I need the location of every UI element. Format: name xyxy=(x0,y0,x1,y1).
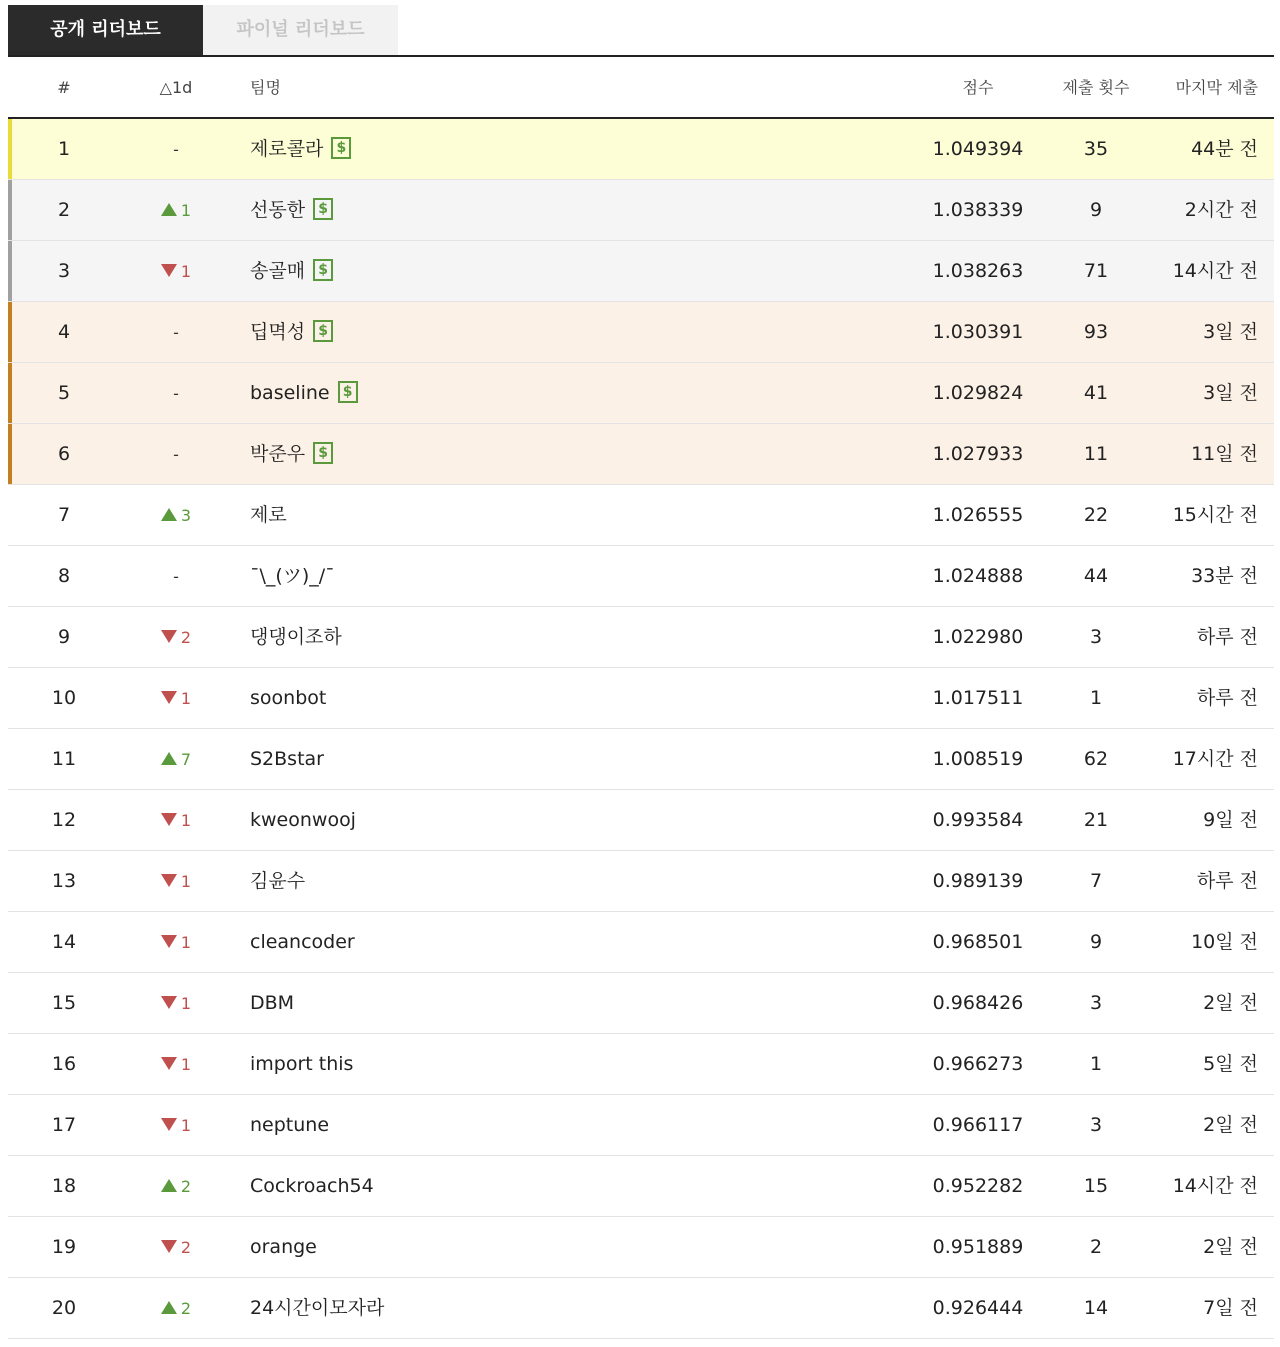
table-body xyxy=(8,119,1274,1339)
rank-cell: 11 xyxy=(51,748,77,770)
table-row[interactable] xyxy=(8,1217,1274,1278)
score-cell: 1.022980 xyxy=(932,626,1024,648)
last-submission-cell: 2시간 전 xyxy=(1184,199,1258,221)
rank-change-cell xyxy=(126,180,226,241)
rank-cell: 3 xyxy=(57,260,71,282)
last-submission-cell: 15시간 전 xyxy=(1172,504,1258,526)
score-cell: 0.952282 xyxy=(932,1175,1024,1197)
prize-dollar-icon xyxy=(313,259,333,281)
header-submission-count: 제출 횟수 xyxy=(1062,78,1130,97)
team-name-cell xyxy=(250,912,355,972)
last-submission-cell: 10일 전 xyxy=(1191,931,1258,953)
rank-change-value: 7 xyxy=(180,750,192,769)
team-name-cell xyxy=(250,851,305,911)
rank-tier-bar xyxy=(8,180,12,240)
score-cell: 1.030391 xyxy=(932,321,1024,343)
submission-count-cell: 1 xyxy=(1089,687,1103,709)
triangle-up-icon xyxy=(161,1179,177,1192)
last-submission-cell: 44분 전 xyxy=(1191,138,1258,160)
prize-dollar-icon xyxy=(338,381,358,403)
team-name[interactable]: neptune xyxy=(250,1114,330,1136)
rank-change-cell xyxy=(126,1217,226,1278)
triangle-down-icon xyxy=(161,996,177,1009)
score-cell: 0.993584 xyxy=(932,809,1024,831)
rank-change-value: 1 xyxy=(180,811,192,830)
triangle-down-icon xyxy=(161,935,177,948)
triangle-down-icon xyxy=(161,691,177,704)
table-row[interactable] xyxy=(8,851,1274,912)
rank-change-cell xyxy=(126,668,226,729)
team-name[interactable]: 송골매 xyxy=(250,260,306,282)
submission-count-cell: 1 xyxy=(1089,1053,1103,1075)
rank-cell: 12 xyxy=(51,809,77,831)
rank-change-value: 1 xyxy=(180,689,192,708)
rank-change-value: 2 xyxy=(180,1238,192,1257)
team-name-cell xyxy=(250,302,333,362)
rank-change-value: 1 xyxy=(180,1116,192,1135)
last-submission-cell: 2일 전 xyxy=(1203,1236,1258,1258)
team-name-cell xyxy=(250,1156,374,1216)
rank-change-cell xyxy=(126,1034,226,1095)
table-row[interactable] xyxy=(8,1034,1274,1095)
table-row[interactable] xyxy=(8,119,1274,180)
last-submission-cell: 11일 전 xyxy=(1191,443,1258,465)
last-submission-cell: 2일 전 xyxy=(1203,992,1258,1014)
rank-change-value: 1 xyxy=(180,1055,192,1074)
triangle-up-icon xyxy=(161,203,177,216)
last-submission-cell: 하루 전 xyxy=(1196,687,1258,709)
score-cell: 1.038339 xyxy=(932,199,1024,221)
score-cell: 0.968426 xyxy=(932,992,1024,1014)
rank-change-cell xyxy=(126,241,226,302)
score-cell: 1.027933 xyxy=(932,443,1024,465)
rank-cell: 17 xyxy=(51,1114,77,1136)
submission-count-cell: 71 xyxy=(1083,260,1109,282)
rank-change-value: 1 xyxy=(180,872,192,891)
rank-cell: 19 xyxy=(51,1236,77,1258)
tab-public-leaderboard[interactable]: 공개 리더보드 xyxy=(8,5,203,55)
submission-count-cell: 3 xyxy=(1089,1114,1103,1136)
table-row[interactable] xyxy=(8,1095,1274,1156)
last-submission-cell: 3일 전 xyxy=(1203,382,1258,404)
submission-count-cell: 7 xyxy=(1089,870,1103,892)
table-row[interactable] xyxy=(8,180,1274,241)
rank-cell: 16 xyxy=(51,1053,77,1075)
submission-count-cell: 2 xyxy=(1089,1236,1103,1258)
score-cell: 1.017511 xyxy=(932,687,1024,709)
submission-count-cell: 11 xyxy=(1083,443,1109,465)
team-name[interactable]: ¯\_(ツ)_/¯ xyxy=(250,565,335,587)
team-name[interactable]: 딥멱성 xyxy=(250,321,306,343)
rank-change-value: 1 xyxy=(180,201,192,220)
rank-change-cell xyxy=(126,607,226,668)
team-name[interactable]: 제로콜라 xyxy=(250,138,324,160)
rank-change-value: 3 xyxy=(180,506,192,525)
rank-change-cell xyxy=(126,1156,226,1217)
table-header xyxy=(8,57,1274,119)
table-row[interactable] xyxy=(8,729,1274,790)
score-cell: 1.038263 xyxy=(932,260,1024,282)
triangle-down-icon xyxy=(161,1240,177,1253)
rank-cell: 18 xyxy=(51,1175,77,1197)
last-submission-cell: 14시간 전 xyxy=(1172,1175,1258,1197)
team-name[interactable]: 댕댕이조하 xyxy=(250,626,342,648)
team-name-cell xyxy=(250,180,333,240)
score-cell: 0.968501 xyxy=(932,931,1024,953)
rank-cell: 7 xyxy=(57,504,71,526)
rank-change-value: 2 xyxy=(180,628,192,647)
rank-cell: 5 xyxy=(57,382,71,404)
score-cell: 1.029824 xyxy=(932,382,1024,404)
triangle-down-icon xyxy=(161,630,177,643)
submission-count-cell: 62 xyxy=(1083,748,1109,770)
submission-count-cell: 35 xyxy=(1083,138,1109,160)
last-submission-cell: 9일 전 xyxy=(1203,809,1258,831)
submission-count-cell: 9 xyxy=(1089,931,1103,953)
submission-count-cell: 22 xyxy=(1083,504,1109,526)
team-name[interactable]: 김윤수 xyxy=(250,870,306,892)
team-name[interactable]: orange xyxy=(250,1236,317,1258)
submission-count-cell: 41 xyxy=(1083,382,1109,404)
team-name[interactable]: S2Bstar xyxy=(250,748,324,770)
triangle-up-icon xyxy=(161,752,177,765)
rank-cell: 4 xyxy=(57,321,71,343)
rank-change-cell xyxy=(126,485,226,546)
score-cell: 1.026555 xyxy=(932,504,1024,526)
team-name-cell xyxy=(250,546,335,606)
team-name[interactable]: 24시간이모자라 xyxy=(250,1297,385,1319)
submission-count-cell: 93 xyxy=(1083,321,1109,343)
last-submission-cell: 17시간 전 xyxy=(1172,748,1258,770)
rank-cell: 14 xyxy=(51,931,77,953)
rank-change-cell xyxy=(126,912,226,973)
table-row[interactable] xyxy=(8,241,1274,302)
score-cell: 1.008519 xyxy=(932,748,1024,770)
rank-change-value: 1 xyxy=(180,262,192,281)
leaderboard-tabs xyxy=(8,5,1274,57)
team-name[interactable]: Cockroach54 xyxy=(250,1175,374,1197)
team-name[interactable]: baseline xyxy=(250,382,330,404)
rank-change-cell xyxy=(126,851,226,912)
prize-dollar-icon xyxy=(331,137,351,159)
last-submission-cell: 7일 전 xyxy=(1203,1297,1258,1319)
team-name-cell xyxy=(250,363,358,423)
team-name-cell xyxy=(250,424,333,484)
header-rank: # xyxy=(57,78,71,97)
last-submission-cell: 2일 전 xyxy=(1203,1114,1258,1136)
submission-count-cell: 9 xyxy=(1089,199,1103,221)
team-name-cell xyxy=(250,1278,384,1338)
last-submission-cell: 14시간 전 xyxy=(1172,260,1258,282)
rank-change-cell xyxy=(126,424,226,485)
last-submission-cell: 하루 전 xyxy=(1196,626,1258,648)
submission-count-cell: 15 xyxy=(1083,1175,1109,1197)
table-row[interactable] xyxy=(8,1278,1274,1339)
team-name[interactable]: DBM xyxy=(250,992,295,1014)
team-name-cell xyxy=(250,790,356,850)
last-submission-cell: 33분 전 xyxy=(1191,565,1258,587)
triangle-down-icon xyxy=(161,813,177,826)
team-name-cell xyxy=(250,607,342,667)
rank-cell: 20 xyxy=(51,1297,77,1319)
submission-count-cell: 3 xyxy=(1089,626,1103,648)
prize-dollar-icon xyxy=(313,442,333,464)
leaderboard-table xyxy=(8,57,1274,1339)
header-score: 점수 xyxy=(962,78,994,97)
team-name[interactable]: 선동한 xyxy=(250,199,306,221)
table-row[interactable] xyxy=(8,302,1274,363)
triangle-down-icon xyxy=(161,1118,177,1131)
rank-cell: 2 xyxy=(57,199,71,221)
table-row[interactable] xyxy=(8,1156,1274,1217)
rank-change-value: 1 xyxy=(180,933,192,952)
rank-change-cell xyxy=(126,790,226,851)
triangle-down-icon xyxy=(161,264,177,277)
submission-count-cell: 3 xyxy=(1089,992,1103,1014)
team-name-cell xyxy=(250,119,351,179)
score-cell: 0.966273 xyxy=(932,1053,1024,1075)
triangle-up-icon xyxy=(161,508,177,521)
triangle-up-icon xyxy=(161,1301,177,1314)
team-name[interactable]: 제로 xyxy=(250,504,287,526)
header-team: 팀명 xyxy=(250,78,281,97)
table-row[interactable] xyxy=(8,485,1274,546)
team-name[interactable]: cleancoder xyxy=(250,931,355,953)
table-row[interactable] xyxy=(8,424,1274,485)
header-delta: △1d xyxy=(159,78,193,97)
score-cell: 0.926444 xyxy=(932,1297,1024,1319)
team-name-cell xyxy=(250,1095,329,1155)
last-submission-cell: 3일 전 xyxy=(1203,321,1258,343)
rank-change-value: - xyxy=(173,567,179,586)
table-row[interactable] xyxy=(8,607,1274,668)
team-name-cell xyxy=(250,1217,317,1277)
table-row[interactable] xyxy=(8,790,1274,851)
rank-change-cell xyxy=(126,546,226,607)
prize-dollar-icon xyxy=(313,320,333,342)
score-cell: 1.049394 xyxy=(932,138,1024,160)
table-row[interactable] xyxy=(8,546,1274,607)
rank-change-value: 2 xyxy=(180,1177,192,1196)
team-name[interactable]: kweonwooj xyxy=(250,809,356,831)
team-name[interactable]: 박준우 xyxy=(250,443,306,465)
rank-change-cell xyxy=(126,119,226,180)
score-cell: 0.989139 xyxy=(932,870,1024,892)
table-row[interactable] xyxy=(8,973,1274,1034)
team-name-cell xyxy=(250,668,326,728)
triangle-down-icon xyxy=(161,1057,177,1070)
rank-change-cell xyxy=(126,363,226,424)
team-name[interactable]: soonbot xyxy=(250,687,327,709)
rank-cell: 13 xyxy=(51,870,77,892)
score-cell: 0.951889 xyxy=(932,1236,1024,1258)
table-row[interactable] xyxy=(8,363,1274,424)
rank-change-cell xyxy=(126,1278,226,1339)
header-last-submission: 마지막 제출 xyxy=(1175,78,1258,97)
tab-final-leaderboard[interactable]: 파이널 리더보드 xyxy=(203,5,398,55)
rank-change-value: 1 xyxy=(180,994,192,1013)
submission-count-cell: 44 xyxy=(1083,565,1109,587)
rank-change-cell xyxy=(126,729,226,790)
rank-cell: 10 xyxy=(51,687,77,709)
team-name-cell xyxy=(250,241,333,301)
submission-count-cell: 21 xyxy=(1083,809,1109,831)
rank-cell: 15 xyxy=(51,992,77,1014)
score-cell: 1.024888 xyxy=(932,565,1024,587)
rank-change-cell xyxy=(126,302,226,363)
rank-tier-bar xyxy=(8,302,12,362)
rank-change-cell xyxy=(126,973,226,1034)
team-name-cell xyxy=(250,729,324,789)
rank-cell: 6 xyxy=(57,443,71,465)
team-name-cell xyxy=(250,1034,353,1094)
table-row[interactable] xyxy=(8,668,1274,729)
team-name[interactable]: import this xyxy=(250,1053,354,1075)
team-name-cell xyxy=(250,485,287,545)
rank-cell: 1 xyxy=(57,138,71,160)
score-cell: 0.966117 xyxy=(932,1114,1024,1136)
team-name-cell xyxy=(250,973,294,1033)
rank-tier-bar xyxy=(8,119,12,179)
rank-cell: 8 xyxy=(57,565,71,587)
rank-change-value: - xyxy=(173,384,179,403)
rank-tier-bar xyxy=(8,363,12,423)
triangle-down-icon xyxy=(161,874,177,887)
rank-cell: 9 xyxy=(57,626,71,648)
last-submission-cell: 하루 전 xyxy=(1196,870,1258,892)
rank-tier-bar xyxy=(8,241,12,301)
rank-change-value: - xyxy=(173,445,179,464)
table-row[interactable] xyxy=(8,912,1274,973)
rank-change-value: - xyxy=(173,323,179,342)
rank-change-value: 2 xyxy=(180,1299,192,1318)
rank-change-value: - xyxy=(173,140,179,159)
prize-dollar-icon xyxy=(313,198,333,220)
last-submission-cell: 5일 전 xyxy=(1203,1053,1258,1075)
submission-count-cell: 14 xyxy=(1083,1297,1109,1319)
rank-tier-bar xyxy=(8,424,12,484)
rank-change-cell xyxy=(126,1095,226,1156)
